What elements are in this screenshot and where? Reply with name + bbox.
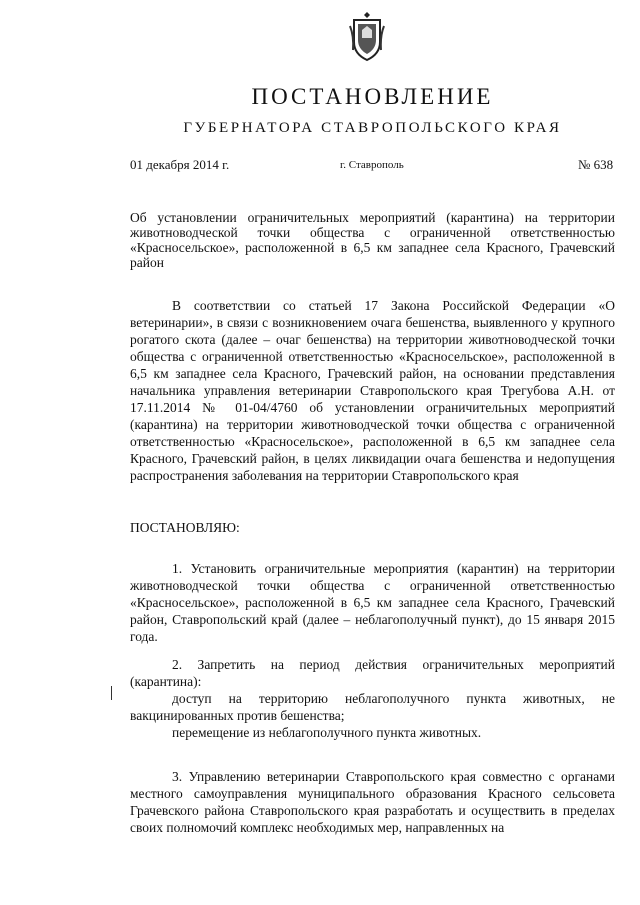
document-subtitle: ГУБЕРНАТОРА СТАВРОПОЛЬСКОГО КРАЯ bbox=[183, 120, 562, 136]
document-heading: Об установлении ограничительных мероприятий (карантина) на территории животноводческой точки общества с ограниченной ответственностью «Красносельское», расположенной в 6,5 км западнее села Красного, Грачевский район bbox=[130, 210, 615, 270]
item-2b-paragraph: перемещение из неблагополучного пункта животных. bbox=[172, 725, 482, 740]
preamble-paragraph: В соответствии со статьей 17 Закона Российской Федерации «О ветеринарии», в связи с возникновением очага бешенства, выявленного у крупного рогатого скота (далее – очаг бешенства) на территории животноводческой точки общества с ограниченной ответственностью «Красносельское», расположенной в 6,5 км западнее села Красного, Грачевский район, на основании представления начальника управления ветеринарии Ставропольского края Трегубова А.Н. от 17.11.2014 № 01-04/4760 об установлении ограничительных мероприятий (карантина) на территории животноводческой точки общества с ограниченной ответственностью «Красносельское», расположенной в 6,5 км западнее села Красного, Грачевский район, в целях ликвидации очага бешенства и недопущения распространения заболевания на территории Ставропольского края bbox=[130, 298, 615, 483]
item-2a-paragraph: доступ на территорию неблагополучного пункта животных, не вакцинированных против бешенства; bbox=[130, 691, 615, 723]
margin-mark bbox=[111, 686, 112, 700]
item-3-paragraph: 3. Управлению ветеринарии Ставропольского края совместно с органами местного самоуправления муниципального образования Красного сельсовета Грачевского района Ставропольского края разработать и осуществить в пределах своих полномочий комплекс необходимых мер, направленных на bbox=[130, 769, 615, 835]
item-2-paragraph: 2. Запретить на период действия ограничительных мероприятий (карантина): bbox=[130, 657, 615, 689]
item-1-paragraph: 1. Установить ограничительные мероприятия (карантин) на территории животноводческой точки общества с ограниченной ответственностью «Красносельское», расположенной в 6,5 км западнее села Красного, Грачевский район, Ставропольский край (далее – неблагополучный пункт), до 15 января 2015 года. bbox=[130, 561, 615, 644]
document-title: ПОСТАНОВЛЕНИЕ bbox=[251, 84, 494, 109]
decree-word: ПОСТАНОВЛЯЮ: bbox=[130, 520, 240, 535]
document-date: 01 декабря 2014 г. bbox=[130, 157, 230, 172]
document-number: № 638 bbox=[578, 157, 614, 172]
document-city: г. Ставрополь bbox=[340, 159, 404, 171]
coat-of-arms-icon bbox=[348, 10, 386, 62]
